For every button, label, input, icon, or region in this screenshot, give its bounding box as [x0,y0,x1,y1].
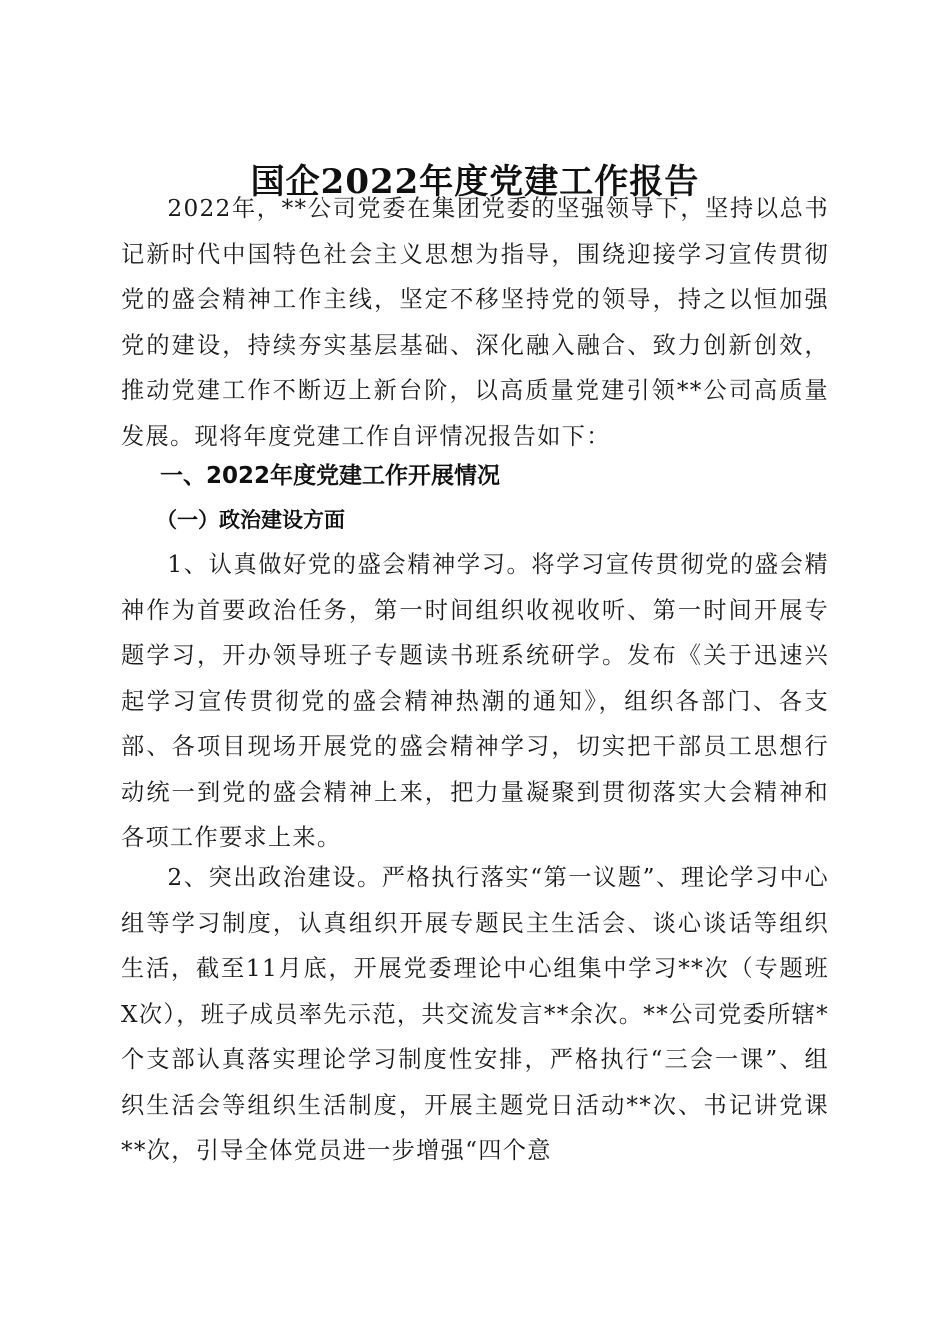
section-heading: 一、2022年度党建工作开展情况 [160,463,501,489]
subsection-heading: （一）政治建设方面 [156,507,345,532]
document-title: 国企2022年度党建工作报告 [250,161,700,202]
item-paragraph-2: 2、突出政治建设。严格执行落实“第一议题”、理论学习中心组等学习制度，认真组织开展专题民主生活会、谈心谈话等组织生活，截至11月底，开展党委理论中心组集中学习**次（专题班X次），班子成员率先示范，共交流发言**余次。**公司党委所辖*个支部认真落实理论学习制度性安排，严格执行“三会一课”、组织生活会等组织生活制度，开展主题党日活动**次、书记讲党课**次，引导全体党员进一步增强“四个意 [121,864,829,1164]
intro-paragraph: 2022年，**公司党委在集团党委的坚强领导下，坚持以总书记新时代中国特色社会主义思想为指导，围绕迎接学习宣传贯彻党的盛会精神工作主线，坚定不移坚持党的领导，持之以恒加强党的建设，持续夯实基层基础、深化融入融合、致力创新创效，推动党建工作不断迈上新台阶，以高质量党建引领**公司高质量发展。现将年度党建工作自评情况报告如下： [121,195,829,450]
item-paragraph-1: 1、认真做好党的盛会精神学习。将学习宣传贯彻党的盛会精神作为首要政治任务，第一时间组织收视收听、第一时间开展专题学习，开办领导班子专题读书班系统研学。发布《关于迅速兴起学习宣传贯彻党的盛会精神热潮的通知》，组织各部门、各支部、各项目现场开展党的盛会精神学习，切实把干部员工思想行动统一到党的盛会精神上来，把力量凝聚到贯彻落实大会精神和各项工作要求上来。 [121,551,829,851]
